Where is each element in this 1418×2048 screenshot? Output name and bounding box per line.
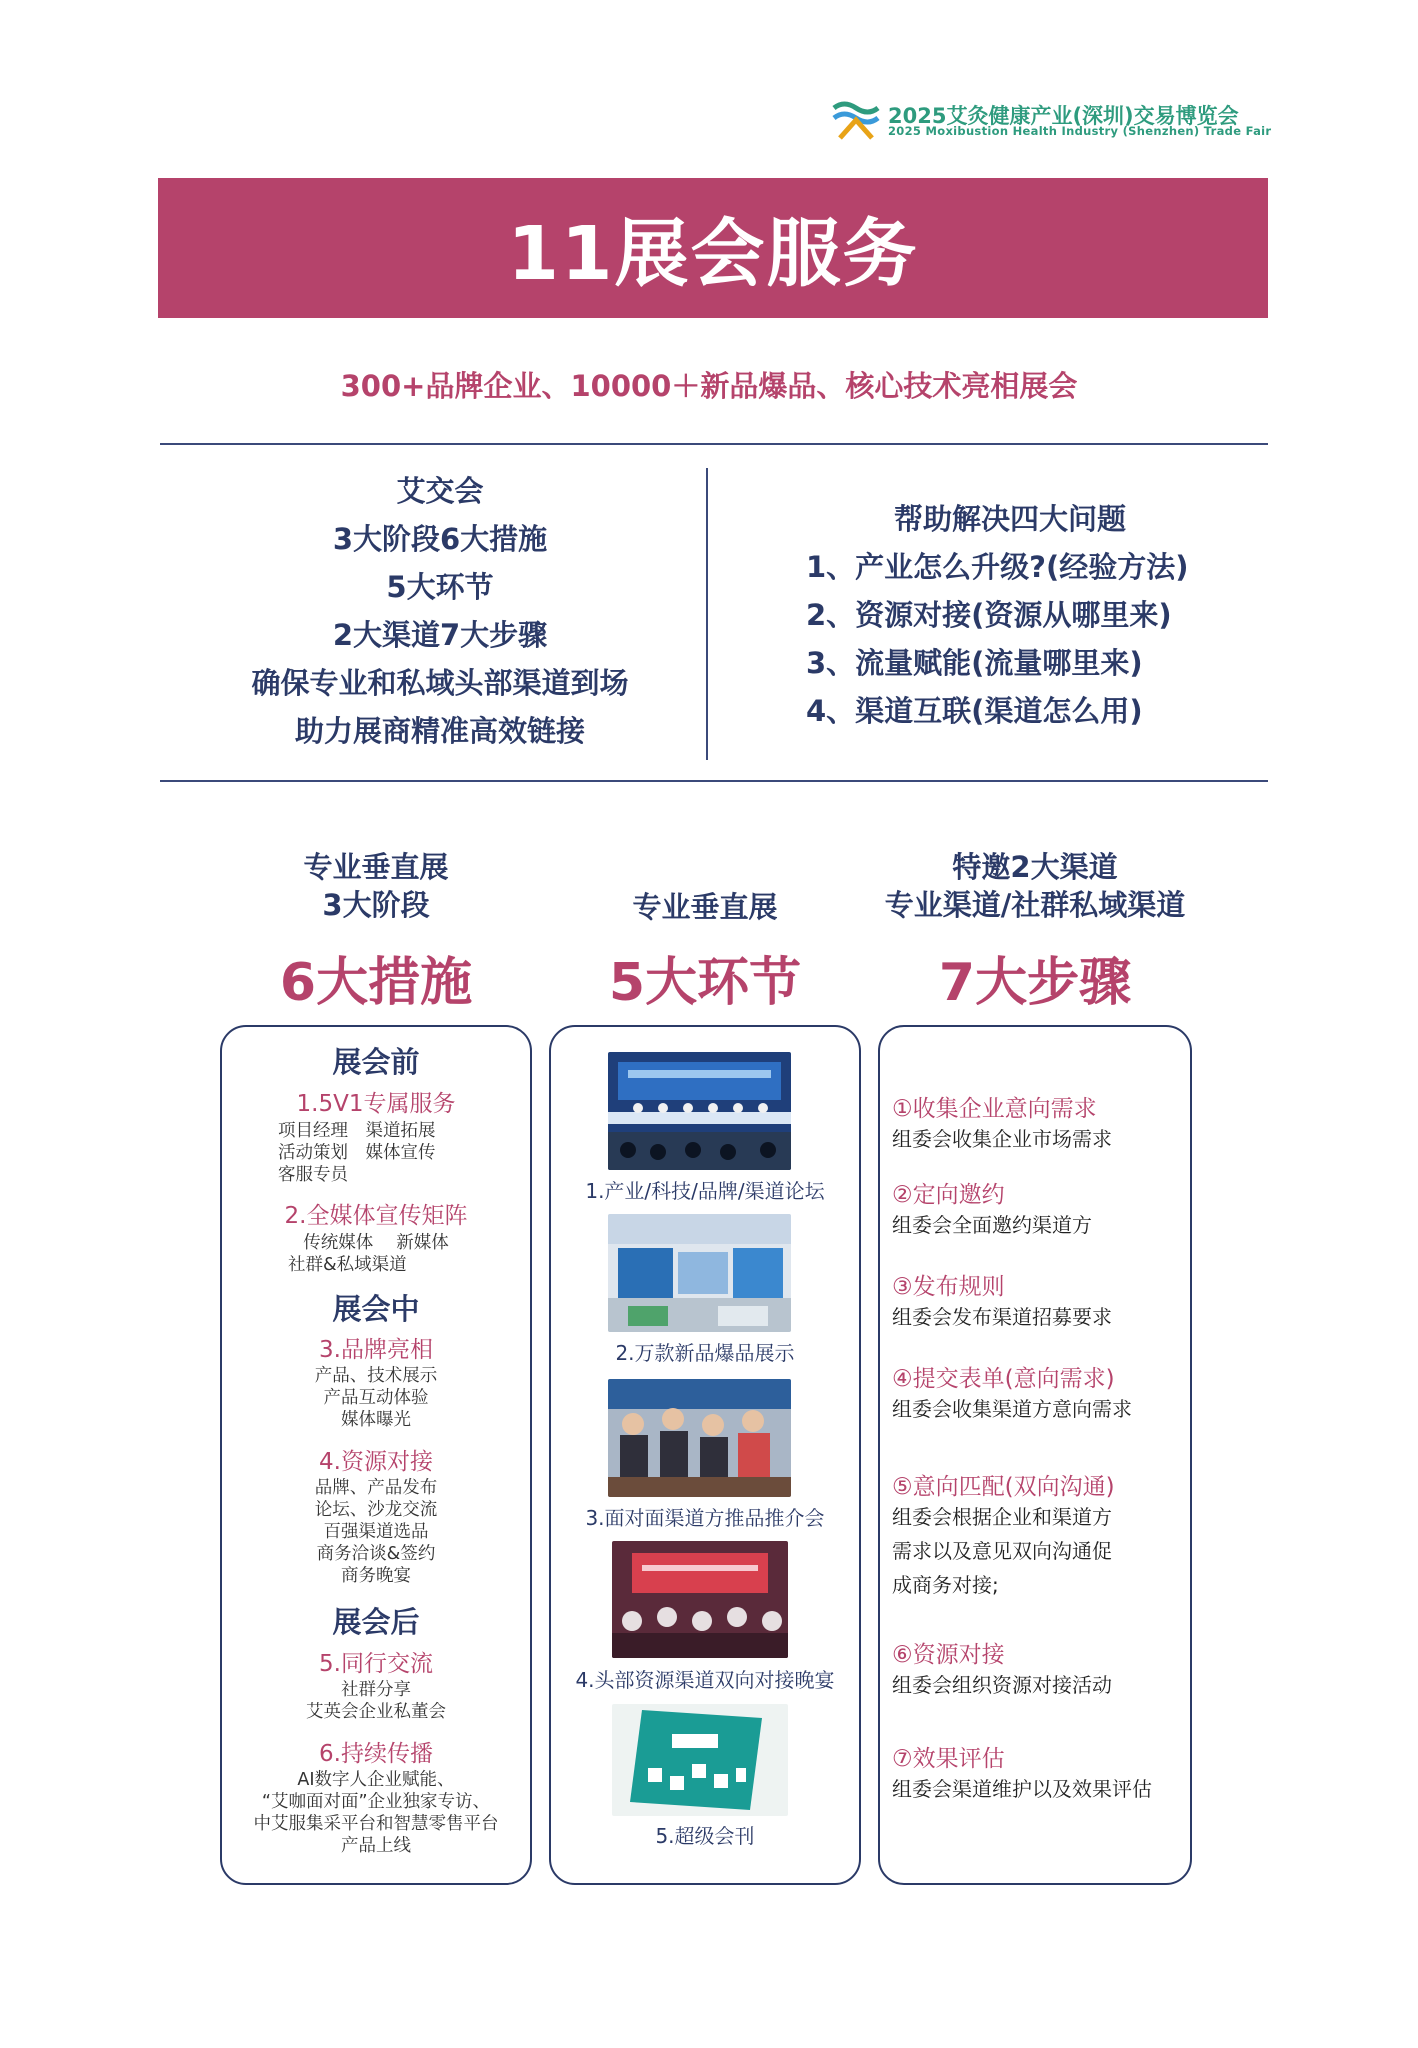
step-title: ⑥资源对接 (892, 1642, 1005, 1668)
problem-item: 3、流量赋能(流量哪里来) (806, 646, 1143, 680)
col2-big-title: 5大环节 (608, 953, 802, 1013)
bottom-divider (160, 780, 1268, 782)
intro-line: 2大渠道7大步骤 (332, 618, 548, 652)
col2-head: 专业垂直展 (632, 890, 778, 924)
detail-line: 社群分享 (341, 1680, 411, 1700)
col3-head-line2: 专业渠道/社群私域渠道 (884, 888, 1186, 922)
step-desc: 组委会全面邀约渠道方 (892, 1213, 1092, 1237)
intro-line: 5大环节 (386, 570, 494, 604)
measure-1: 1.5V1专属服务 (296, 1091, 456, 1117)
measure-1-details (278, 1120, 436, 1186)
page-title: 11展会服务 (507, 211, 919, 297)
vertical-divider (706, 468, 708, 760)
step-desc: 组委会发布渠道招募要求 (892, 1305, 1112, 1329)
col1-head-line2: 3大阶段 (322, 888, 430, 922)
measure-3: 3.品牌亮相 (319, 1337, 433, 1363)
meeting-photo (608, 1379, 791, 1497)
step-title: ⑤意向匹配(双向沟通) (892, 1474, 1115, 1500)
step-desc: 组委会收集渠道方意向需求 (892, 1397, 1132, 1421)
problem-item: 2、资源对接(资源从哪里来) (806, 598, 1172, 632)
intro-line: 3大阶段6大措施 (332, 522, 548, 556)
col3-head (830, 848, 1240, 924)
detail-line: 商务洽谈&签约 (316, 1544, 436, 1564)
detail-line: 传统媒体 新媒体 (303, 1233, 449, 1253)
problem-item: 1、产业怎么升级?(经验方法) (806, 550, 1189, 584)
detail-line: AI数字人企业赋能、 (297, 1770, 455, 1790)
step-desc: 组委会收集企业市场需求 (892, 1127, 1112, 1151)
detail-line: 媒体曝光 (341, 1410, 411, 1430)
top-divider (160, 443, 1268, 445)
step-desc (892, 1500, 1112, 1602)
detail-line: “艾咖面对面”企业独家专访、 (261, 1792, 491, 1812)
intro-right (780, 495, 1240, 735)
step-title: ③发布规则 (892, 1274, 1005, 1300)
logo-title-cn: 2025艾灸健康产业(深圳)交易博览会 (888, 104, 1239, 128)
intro-line: 确保专业和私域头部渠道到场 (251, 666, 629, 700)
step-title: ②定向邀约 (892, 1182, 1005, 1208)
detail-line: 客服专员 (278, 1165, 348, 1185)
detail-line: 艾英会企业私董会 (306, 1702, 446, 1722)
col3-big-title: 7大步骤 (938, 953, 1132, 1013)
link-caption: 1.产业/科技/品牌/渠道论坛 (585, 1179, 825, 1203)
phase-after: 展会后 (332, 1605, 420, 1639)
detail-line: 百强渠道选品 (323, 1522, 429, 1542)
measure-6-details (220, 1769, 532, 1857)
problems-title: 帮助解决四大问题 (893, 502, 1126, 536)
col1-big-title: 6大措施 (279, 953, 473, 1013)
col1-head (220, 848, 532, 924)
measure-5: 5.同行交流 (319, 1651, 433, 1677)
forum-photo (608, 1052, 791, 1170)
detail-line: 论坛、沙龙交流 (314, 1500, 438, 1520)
measure-2: 2.全媒体宣传矩阵 (284, 1203, 468, 1229)
detail-line: 产品、技术展示 (314, 1366, 438, 1386)
detail-line: 商务晚宴 (341, 1566, 411, 1586)
step-desc-line: 组委会根据企业和渠道方 (892, 1505, 1112, 1529)
phase-before: 展会前 (332, 1045, 420, 1079)
measure-5-details (220, 1679, 532, 1723)
step-desc: 组委会渠道维护以及效果评估 (892, 1777, 1152, 1801)
link-caption: 5.超级会刊 (655, 1824, 755, 1848)
col1-head-line1: 专业垂直展 (303, 850, 449, 884)
link-caption: 2.万款新品爆品展示 (615, 1341, 795, 1365)
logo-title-en: 2025 Moxibustion Health Industry (Shenzhen) Trade Fair (888, 124, 1272, 138)
step-title: ⑦效果评估 (892, 1746, 1005, 1772)
detail-line: 品牌、产品发布 (314, 1478, 438, 1498)
link-caption: 3.面对面渠道方推品推介会 (585, 1506, 825, 1530)
subtitle: 300+品牌企业、10000＋新品爆品、核心技术亮相展会 (340, 369, 1078, 403)
step-title: ④提交表单(意向需求) (892, 1366, 1115, 1392)
step-desc: 组委会组织资源对接活动 (892, 1673, 1112, 1697)
measure-2-details (220, 1232, 532, 1276)
detail-line: 活动策划 媒体宣传 (278, 1143, 436, 1163)
phase-during: 展会中 (332, 1292, 420, 1326)
expo-photo (608, 1214, 791, 1332)
title-banner (158, 178, 1268, 318)
measure-4: 4.资源对接 (319, 1449, 433, 1475)
col3-head-line1: 特邀2大渠道 (952, 850, 1118, 884)
measure-6: 6.持续传播 (319, 1741, 433, 1767)
link-caption: 4.头部资源渠道双向对接晚宴 (575, 1668, 835, 1692)
detail-line: 项目经理 渠道拓展 (278, 1121, 436, 1141)
banquet-photo (612, 1541, 788, 1658)
detail-line: 产品上线 (341, 1836, 411, 1856)
detail-line: 产品互动体验 (323, 1388, 429, 1408)
step-title: ①收集企业意向需求 (892, 1096, 1097, 1122)
step-desc-line: 成商务对接; (892, 1573, 999, 1597)
problem-item: 4、渠道互联(渠道怎么用) (806, 694, 1143, 728)
magazine-photo (612, 1704, 788, 1816)
intro-line: 助力展商精准高效链接 (294, 714, 585, 748)
intro-line: 艾交会 (396, 474, 484, 508)
fair-logo-icon (832, 98, 880, 140)
measure-4-details (220, 1477, 532, 1587)
detail-line: 社群&私域渠道 (288, 1255, 407, 1275)
measure-3-details (220, 1365, 532, 1431)
intro-left (180, 467, 700, 755)
step-desc-line: 需求以及意见双向沟通促 (892, 1539, 1112, 1563)
detail-line: 中艾服集采平台和智慧零售平台 (253, 1814, 499, 1834)
